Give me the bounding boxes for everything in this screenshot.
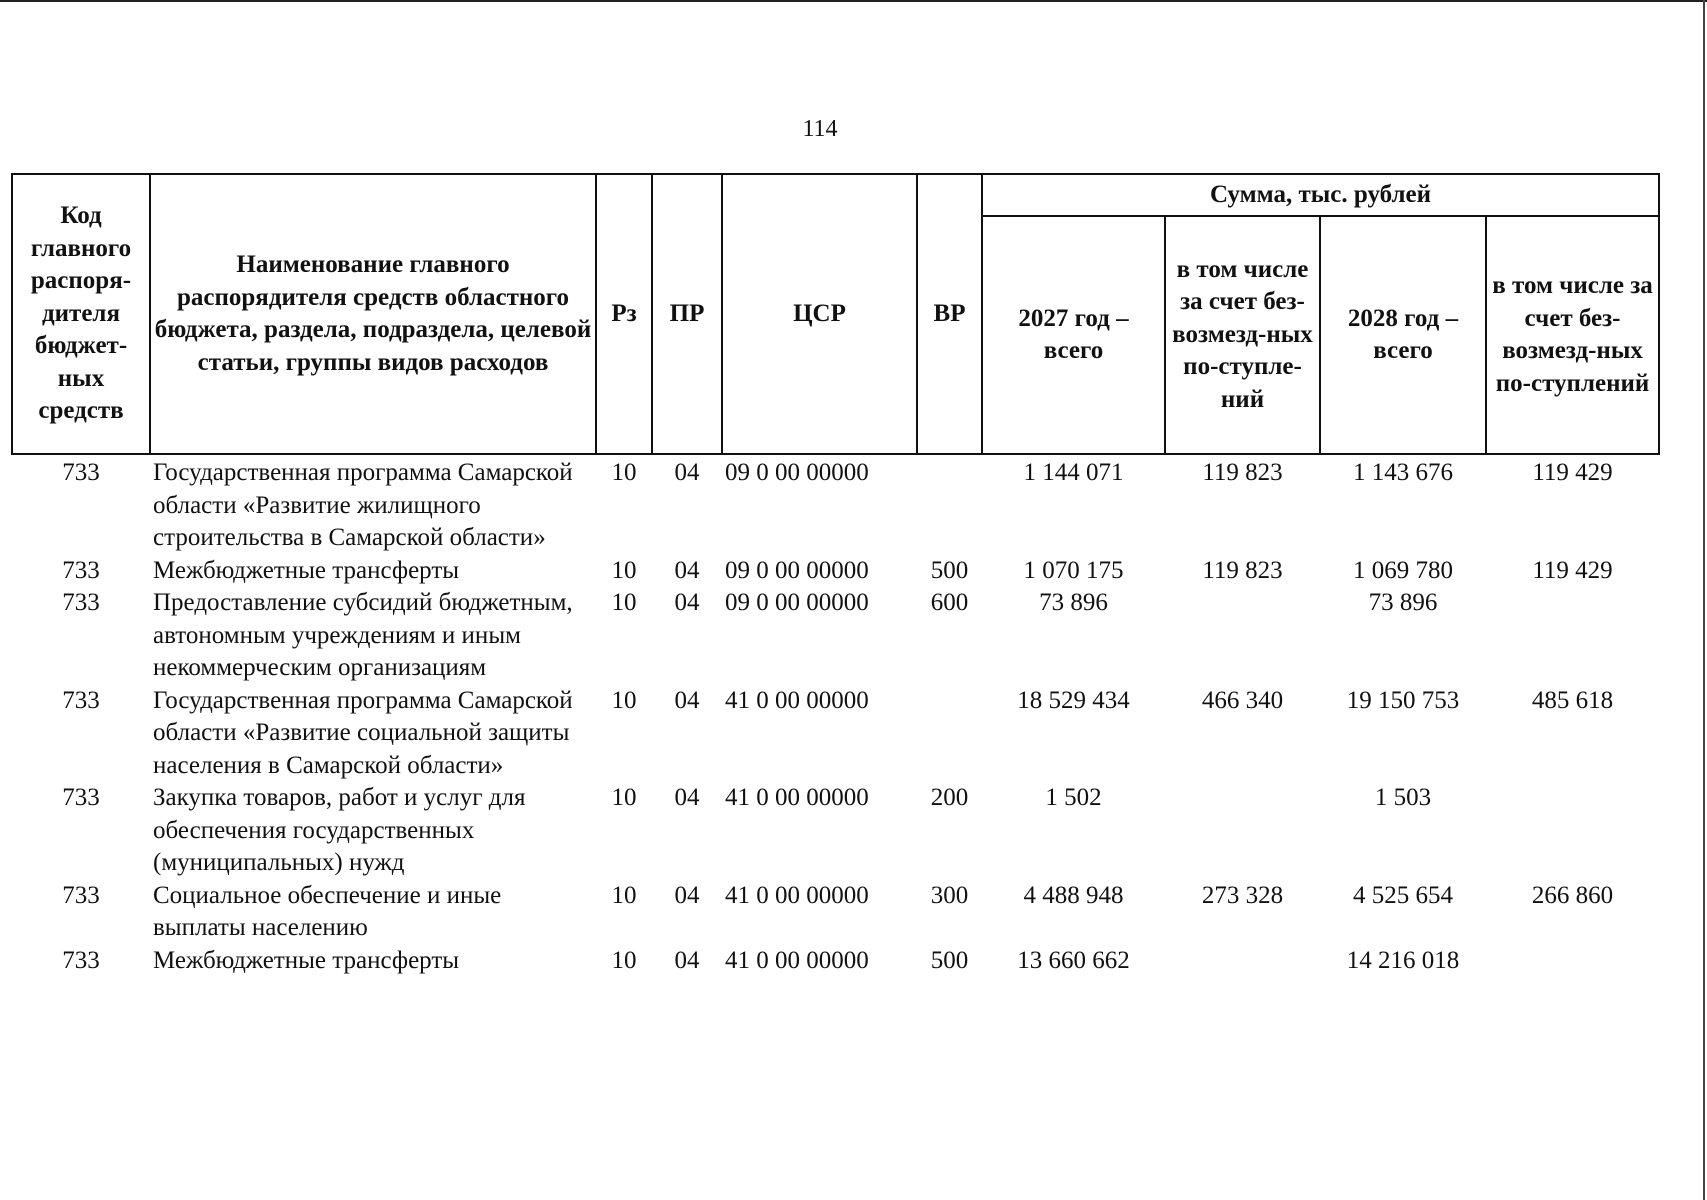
- top-border-line: [0, 0, 1707, 2]
- cell-pr: 04: [674, 881, 700, 909]
- cell-vr: [917, 685, 982, 783]
- cell-pr: 04: [674, 589, 700, 616]
- cell-2027-gratuitous: 466 340: [1201, 686, 1284, 714]
- cell-2027-total: 1 144 071: [1023, 459, 1124, 486]
- header-2028-total: 2028 год – всего: [1320, 216, 1486, 454]
- cell-rz: 10: [611, 784, 637, 811]
- cell-pr: 04: [674, 459, 700, 486]
- cell-2028-total: 4 525 654: [1353, 881, 1453, 909]
- table-row: [12, 945, 1659, 978]
- cell-vr: 500: [930, 556, 969, 584]
- cell-vr: 300: [930, 881, 969, 909]
- cell-csr: 09 0 00 00000: [725, 589, 869, 616]
- cell-2028-total: 73 896: [1368, 589, 1438, 616]
- cell-2027-total: 1 070 175: [1023, 556, 1124, 584]
- cell-name: Межбюджетные трансферты: [153, 556, 460, 584]
- cell-code: 733: [62, 686, 100, 714]
- header-2027-gratuitous: в том числе за счет без-возмезд-ных по-ступле-ний: [1165, 216, 1320, 454]
- cell-rz: 10: [611, 881, 637, 909]
- cell-2028-gratuitous: [1486, 782, 1659, 880]
- cell-2027-gratuitous: 273 328: [1201, 881, 1284, 909]
- cell-csr: 41 0 00 00000: [725, 686, 869, 714]
- cell-vr: 200: [930, 784, 969, 811]
- cell-code: 733: [62, 556, 100, 584]
- cell-2028-total: 1 503: [1374, 784, 1432, 811]
- cell-vr: [917, 454, 982, 555]
- cell-pr: 04: [674, 686, 700, 714]
- cell-2028-gratuitous: [1486, 945, 1659, 978]
- cell-code: 733: [62, 589, 100, 616]
- cell-name: Государственная программа Самарской области «Развитие социальной защиты населения в Самарской области»: [153, 686, 573, 779]
- cell-2028-gratuitous: 485 618: [1531, 686, 1614, 714]
- cell-2027-gratuitous: 119 823: [1202, 459, 1283, 486]
- cell-rz: 10: [611, 459, 637, 486]
- cell-2028-total: 14 216 018: [1346, 946, 1460, 974]
- table-body: [12, 454, 1659, 977]
- cell-2028-total: 19 150 753: [1346, 686, 1460, 714]
- cell-code: 733: [62, 946, 100, 974]
- cell-2027-total: 18 529 434: [1017, 686, 1130, 714]
- cell-2028-gratuitous: 119 429: [1532, 459, 1613, 486]
- header-csr: ЦСР: [722, 174, 917, 454]
- cell-pr: 04: [674, 784, 700, 811]
- cell-rz: 10: [611, 589, 637, 616]
- cell-2028-total: 1 143 676: [1353, 459, 1453, 486]
- cell-rz: 10: [611, 946, 637, 974]
- cell-csr: 09 0 00 00000: [725, 556, 869, 584]
- cell-code: 733: [62, 459, 100, 486]
- header-2027-total: 2027 год – всего: [982, 216, 1165, 454]
- cell-2027-total: 4 488 948: [1023, 881, 1124, 909]
- header-sum: Сумма, тыс. рублей: [982, 174, 1659, 216]
- cell-2027-gratuitous: [1165, 587, 1320, 685]
- table-header: [12, 174, 1659, 454]
- header-name: Наименование главного распорядителя средств областного бюджета, раздела, подраздела, целевой статьи, группы видов расходов: [150, 174, 596, 454]
- cell-code: 733: [62, 784, 100, 811]
- table-row: [12, 880, 1659, 945]
- cell-name: Социальное обеспечение и иные выплаты населению: [153, 881, 502, 941]
- header-pr: ПР: [652, 174, 722, 454]
- cell-csr: 09 0 00 00000: [725, 459, 869, 486]
- table-row: [12, 587, 1659, 685]
- cell-rz: 10: [611, 556, 637, 584]
- cell-2028-gratuitous: 266 860: [1531, 881, 1614, 909]
- cell-csr: 41 0 00 00000: [725, 881, 869, 909]
- cell-pr: 04: [674, 946, 700, 974]
- cell-name: Закупка товаров, работ и услуг для обеспечения государственных (муниципальных) нужд: [153, 784, 526, 876]
- cell-name: Межбюджетные трансферты: [153, 946, 460, 974]
- cell-vr: 600: [930, 589, 969, 616]
- cell-2027-total: 73 896: [1039, 589, 1108, 616]
- cell-pr: 04: [674, 556, 700, 584]
- header-rz: Рз: [596, 174, 652, 454]
- table-row: [12, 454, 1659, 555]
- cell-name: Предоставление субсидий бюджетным, автономным учреждениям и иным некоммерческим организациям: [153, 589, 573, 681]
- cell-name: Государственная программа Самарской области «Развитие жилищного строительства в Самарской области»: [153, 459, 573, 551]
- cell-csr: 41 0 00 00000: [725, 784, 869, 811]
- table-row: [12, 782, 1659, 880]
- cell-2027-gratuitous: 119 823: [1202, 556, 1283, 584]
- cell-2027-gratuitous: [1165, 945, 1320, 978]
- header-code: Код главного распоря-дителя бюджет-ных средств: [12, 174, 150, 454]
- cell-2028-total: 1 069 780: [1353, 556, 1453, 584]
- cell-code: 733: [62, 881, 100, 909]
- cell-rz: 10: [611, 686, 637, 714]
- header-2028-gratuitous: в том числе за счет без-возмезд-ных по-ступлений: [1486, 216, 1659, 454]
- cell-2027-gratuitous: [1165, 782, 1320, 880]
- page-number: 114: [802, 116, 838, 142]
- cell-2027-total: 13 660 662: [1017, 946, 1130, 974]
- table-row: [12, 685, 1659, 783]
- cell-2027-total: 1 502: [1045, 784, 1102, 811]
- table-row: [12, 555, 1659, 588]
- cell-2028-gratuitous: [1486, 587, 1659, 685]
- right-border-line: [1703, 0, 1705, 1200]
- cell-csr: 41 0 00 00000: [725, 946, 869, 974]
- cell-vr: 500: [930, 946, 969, 974]
- header-vr: ВР: [917, 174, 982, 454]
- cell-2028-gratuitous: 119 429: [1532, 556, 1613, 584]
- budget-table: [11, 173, 1660, 977]
